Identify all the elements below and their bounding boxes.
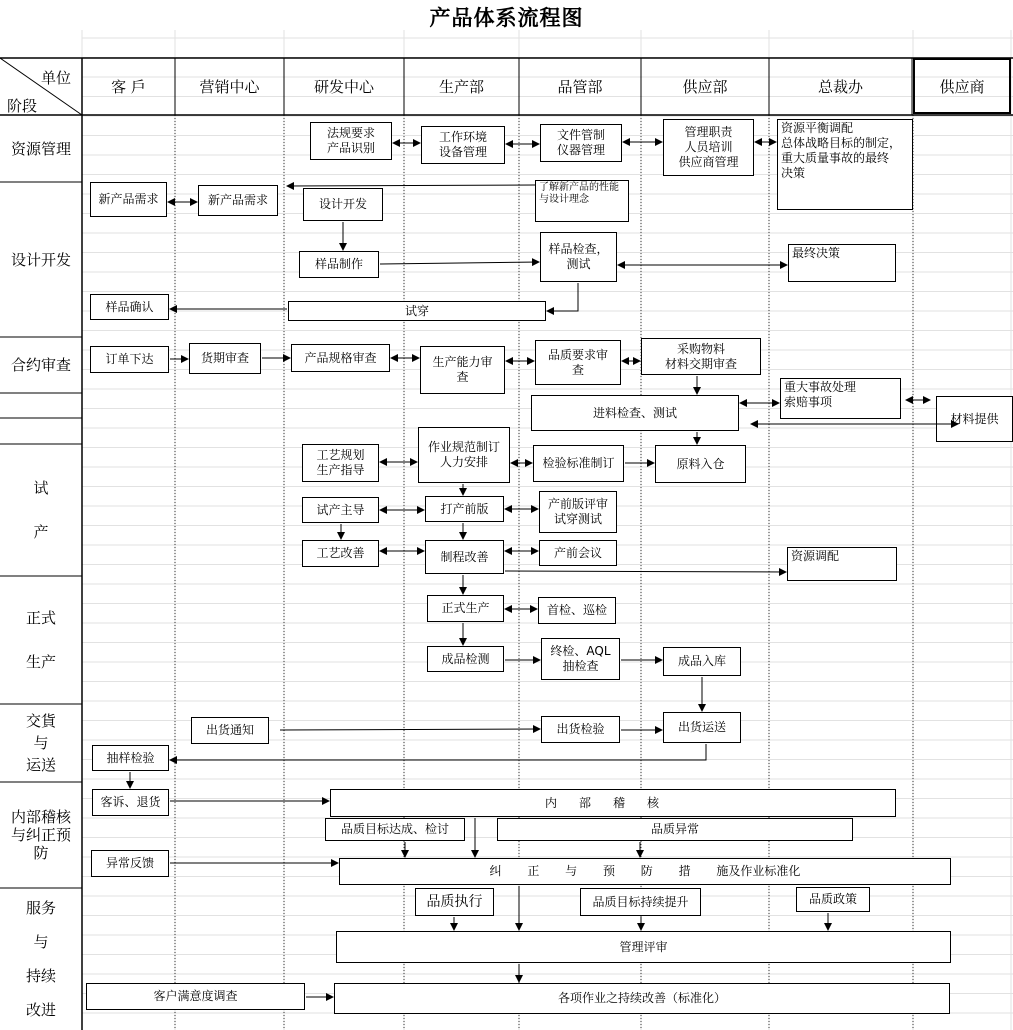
box-purchase-material-review: 采购物料 材料交期审查	[641, 338, 761, 375]
box-raw-material-storage: 原料入仓	[655, 445, 746, 483]
box-major-incident-claims: 重大事故处理 索赔事项	[780, 378, 901, 419]
box-sample-making: 样品制作	[299, 251, 379, 278]
box-law-requirements: 法规要求 产品识别	[310, 122, 392, 160]
box-quality-execution: 品质执行	[415, 888, 494, 916]
chart-title: 产品体系流程图	[429, 5, 584, 30]
box-final-aql-inspection: 终检、AQL 抽检查	[541, 638, 620, 680]
box-management-review: 管理评审	[336, 931, 951, 963]
box-incoming-inspection: 进料检查、测试	[531, 395, 739, 431]
box-customer-satisfaction-survey: 客户满意度调查	[86, 983, 305, 1010]
stage-audit-correction: 内部稽核 与纠正预 防	[10, 808, 71, 862]
box-design-development: 设计开发	[303, 188, 383, 221]
box-quality-abnormality: 品质异常	[497, 818, 853, 841]
dept-header-president-office: 总裁办	[817, 78, 863, 96]
box-abnormality-feedback: 异常反馈	[91, 850, 169, 877]
dept-header-marketing: 营销中心	[199, 78, 260, 96]
dept-header-production: 生产部	[438, 78, 484, 96]
box-sample-confirmation: 样品确认	[90, 294, 169, 320]
stage-delivery: 交貨 与 运送	[25, 712, 56, 774]
box-sop-staffing: 作业规范制订 人力安排	[418, 427, 510, 483]
box-internal-audit: 内部稽核	[330, 789, 896, 817]
dept-header-supplier: 供应商	[913, 58, 1011, 114]
box-process-planning: 工艺规划 生产指导	[302, 444, 379, 482]
dept-header-qc: 品管部	[557, 78, 603, 96]
box-understand-new-product: 了解新产品的性能 与设计理念	[535, 180, 629, 222]
box-material-supply: 材料提供	[936, 396, 1013, 442]
box-pre-production-sample: 打产前版	[425, 496, 504, 522]
box-management-duties: 管理职责 人员培训 供应商管理	[663, 119, 754, 176]
box-finished-goods-storage: 成品入库	[663, 647, 741, 676]
box-pre-sample-review: 产前版评审 试穿测试	[539, 491, 617, 533]
dept-header-customer: 客 戶	[111, 78, 146, 96]
box-work-environment: 工作环境 设备管理	[421, 126, 505, 164]
box-delivery-date-review: 货期审查	[189, 343, 261, 374]
box-continuous-improvement: 各项作业之持续改善（标准化）	[334, 983, 950, 1014]
dept-header-supply: 供应部	[682, 78, 728, 96]
box-pre-production-meeting: 产前会议	[539, 540, 617, 566]
box-quality-requirement-review: 品质要求审 查	[535, 340, 621, 385]
box-first-patrol-inspection: 首检、巡检	[538, 597, 616, 624]
stage-contract-review: 合约审查	[10, 356, 71, 374]
box-quality-goal-improvement: 品质目标持续提升	[580, 888, 701, 916]
box-new-product-demand-marketing: 新产品需求	[198, 185, 278, 216]
box-product-spec-review: 产品规格审查	[291, 344, 390, 372]
box-document-control: 文件管制 仪器管理	[540, 124, 622, 162]
box-corrective-preventive: 纠 正 与 预 防 措 施及作业标准化	[339, 858, 951, 885]
box-inspection-standard: 检验标准制订	[533, 445, 624, 482]
box-quality-policy: 品质政策	[796, 887, 870, 912]
box-sample-inspection: 样品检查， 测试	[540, 232, 617, 282]
dept-header-rnd: 研发中心	[313, 78, 374, 96]
box-sample-inspection-customer: 抽样检验	[92, 745, 169, 771]
box-craft-improvement: 工艺改善	[302, 540, 379, 567]
box-new-product-demand-customer: 新产品需求	[90, 182, 167, 217]
box-resource-allocation: 资源调配	[787, 547, 897, 581]
corner-unit-label: 单位	[40, 68, 71, 87]
box-finished-goods-test: 成品检测	[427, 646, 504, 672]
box-quality-goal-review: 品质目标达成、检讨	[325, 818, 465, 841]
corner-stage-label: 阶段	[6, 96, 37, 115]
stage-resource-management: 资源管理	[10, 139, 71, 158]
box-process-improvement: 制程改善	[425, 540, 504, 574]
box-capacity-review: 生产能力审 查	[420, 346, 505, 394]
box-trial-lead: 试产主导	[302, 497, 379, 523]
box-complaints-returns: 客诉、退货	[92, 789, 169, 816]
box-shipping-transport: 出货运送	[663, 712, 741, 743]
box-shipping-inspection: 出货检验	[541, 716, 620, 743]
box-order-placement: 订单下达	[90, 346, 169, 373]
box-shipping-notice: 出货通知	[191, 717, 269, 744]
stage-design-development: 设计开发	[10, 250, 71, 269]
box-executive-decisions: 资源平衡调配 总体战略目标的制定， 重大质量事故的最终 决策	[777, 119, 913, 210]
box-wear-test: 试穿	[288, 301, 546, 321]
stage-trial-production: 试 产	[33, 479, 49, 541]
stage-service-improvement: 服务 与 持续 改进	[25, 898, 56, 1019]
box-formal-production: 正式生产	[427, 595, 504, 622]
stage-formal-production: 正式 生产	[25, 609, 56, 671]
box-final-decision: 最终决策	[788, 244, 896, 282]
